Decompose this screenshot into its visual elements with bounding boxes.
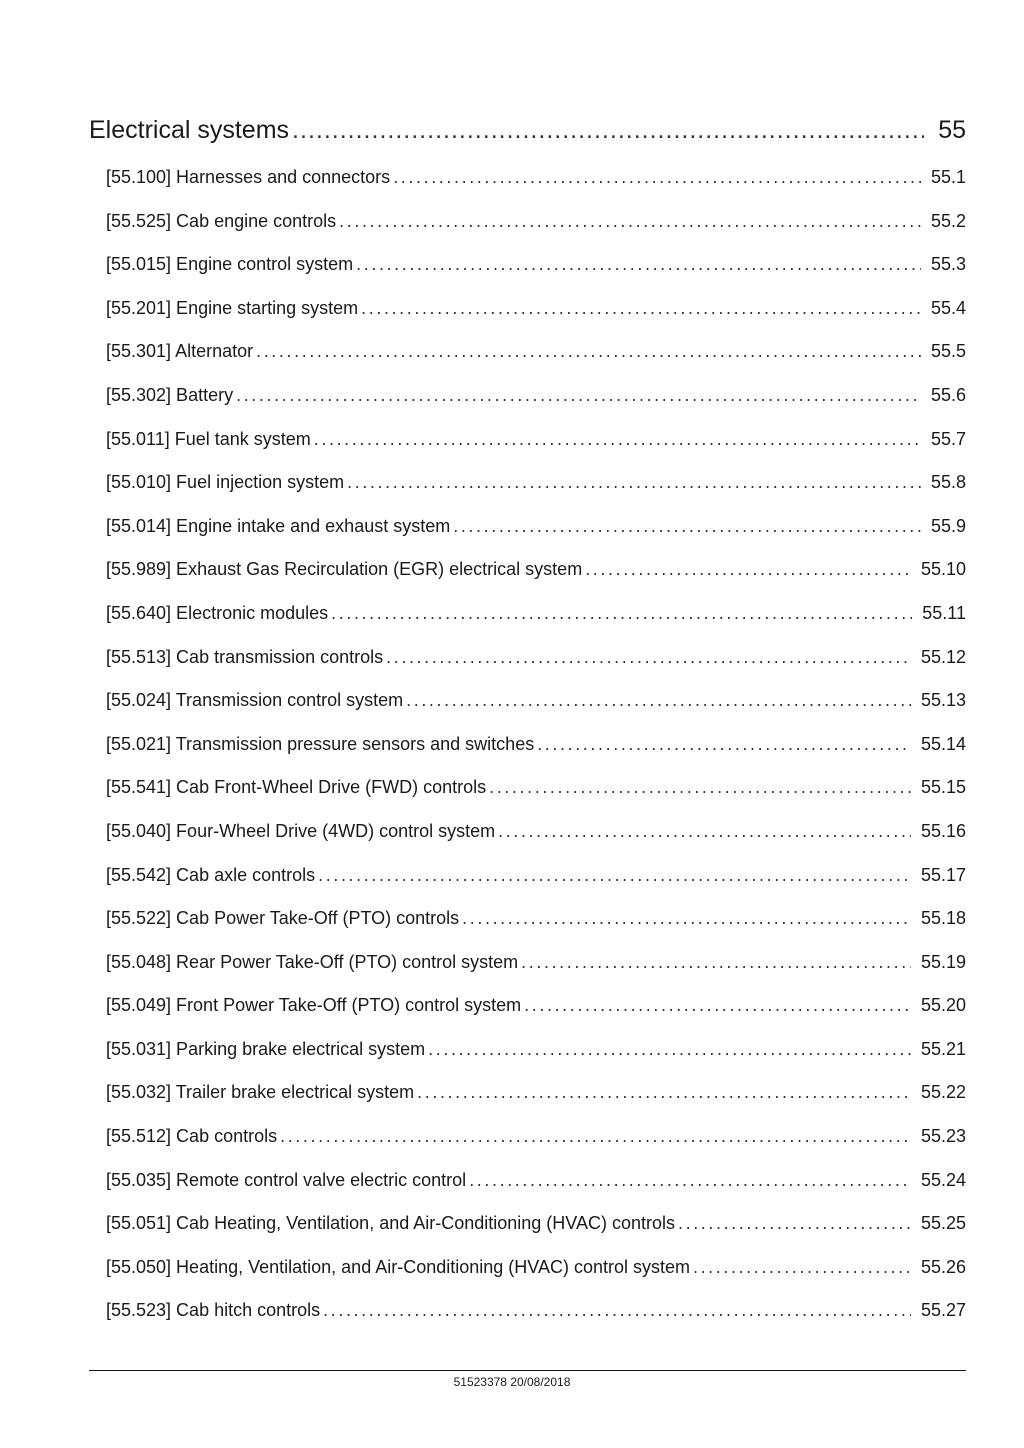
dot-leader xyxy=(233,374,921,418)
toc-entry-page: 55.14 xyxy=(920,733,966,754)
toc-entry-page: 55.4 xyxy=(930,297,966,318)
toc-entry-title: [55.011] Fuel tank system xyxy=(106,428,311,449)
dot-leader xyxy=(495,810,911,854)
toc-entry[interactable] xyxy=(106,1246,966,1290)
dot-leader xyxy=(320,1289,911,1333)
toc-entry-page: 55.7 xyxy=(930,428,966,449)
dot-leader xyxy=(534,723,911,767)
toc-entry-page: 55.24 xyxy=(920,1169,966,1190)
toc-entry-page: 55.13 xyxy=(920,690,966,711)
toc-entry[interactable] xyxy=(106,1289,966,1333)
toc-entry-title: [55.523] Cab hitch controls xyxy=(106,1300,321,1321)
toc-entry-page: 55.9 xyxy=(930,515,966,536)
toc-entry-page: 55.1 xyxy=(930,167,966,187)
toc-entry-page: 55.6 xyxy=(930,384,966,405)
toc-entry[interactable] xyxy=(106,156,966,200)
dot-leader xyxy=(466,1159,911,1203)
dot-leader xyxy=(690,1246,911,1290)
toc-entry-title: [55.032] Trailer brake electrical system xyxy=(106,1082,415,1103)
toc-entry[interactable] xyxy=(106,1028,966,1072)
toc-entry-title: [55.031] Parking brake electrical system xyxy=(106,1038,426,1059)
toc-entry[interactable] xyxy=(106,1159,966,1203)
dot-leader xyxy=(403,679,911,723)
footer-document-id: 51523378 20/08/2018 xyxy=(453,1375,571,1389)
section-heading[interactable] xyxy=(89,110,966,150)
toc-entry-title: [55.015] Engine control system xyxy=(106,254,354,275)
toc-entry-title: [55.100] Harnesses and connectors xyxy=(106,167,391,187)
dot-leader xyxy=(383,636,911,680)
dot-leader xyxy=(486,766,911,810)
toc-entry[interactable] xyxy=(106,1202,966,1246)
toc-entry[interactable] xyxy=(106,461,966,505)
toc-entry-page: 55.15 xyxy=(920,777,966,798)
toc-entry[interactable] xyxy=(106,243,966,287)
toc-entry-page: 55.21 xyxy=(920,1038,966,1059)
dot-leader xyxy=(358,287,921,331)
dot-leader xyxy=(675,1202,911,1246)
toc-entry-page: 55.27 xyxy=(920,1300,966,1321)
toc-entry-title: [55.049] Front Power Take-Off (PTO) control system xyxy=(106,995,522,1016)
toc-entry-page: 55.5 xyxy=(930,341,966,362)
toc-entry-page: 55.25 xyxy=(920,1213,966,1234)
toc-entry-page: 55.10 xyxy=(920,559,966,580)
toc-entry-page: 55.20 xyxy=(920,995,966,1016)
toc-entry-page: 55.26 xyxy=(920,1256,966,1277)
toc-entry-title: [55.021] Transmission pressure sensors and switches xyxy=(106,733,535,754)
dot-leader xyxy=(344,461,921,505)
toc-entry[interactable] xyxy=(106,766,966,810)
toc-entry-title: [55.014] Engine intake and exhaust system xyxy=(106,515,451,536)
toc-entry[interactable] xyxy=(106,854,966,898)
table-of-contents xyxy=(89,110,966,1333)
toc-entry[interactable] xyxy=(106,679,966,723)
toc-entry-page: 55.12 xyxy=(920,646,966,667)
toc-entry-title: [55.301] Alternator xyxy=(106,341,254,362)
toc-entry[interactable] xyxy=(106,984,966,1028)
toc-entry-page: 55.17 xyxy=(920,864,966,885)
dot-leader xyxy=(390,156,921,200)
toc-entry-page: 55.3 xyxy=(930,254,966,275)
toc-entry-page: 55.11 xyxy=(922,602,966,623)
toc-entry[interactable] xyxy=(106,200,966,244)
toc-entry-title: [55.048] Rear Power Take-Off (PTO) control system xyxy=(106,951,519,972)
toc-entry-page: 55.23 xyxy=(920,1126,966,1147)
dot-leader xyxy=(414,1071,911,1115)
toc-entry[interactable] xyxy=(106,1071,966,1115)
toc-entry-title: [55.640] Electronic modules xyxy=(106,602,329,623)
toc-entry-title: [55.542] Cab axle controls xyxy=(106,864,316,885)
toc-entry-page: 55.19 xyxy=(920,951,966,972)
toc-entry-title: [55.035] Remote control valve electric control xyxy=(106,1169,467,1190)
dot-leader xyxy=(277,1115,911,1159)
toc-entry-title: [55.522] Cab Power Take-Off (PTO) controls xyxy=(106,908,460,929)
toc-entry[interactable] xyxy=(106,505,966,549)
toc-entry-page: 55.2 xyxy=(930,210,966,231)
dot-leader xyxy=(582,548,911,592)
toc-entry-title: [55.201] Engine starting system xyxy=(106,297,359,318)
toc-entry-title: [55.541] Cab Front-Wheel Drive (FWD) controls xyxy=(106,777,487,798)
dot-leader xyxy=(353,243,921,287)
dot-leader xyxy=(328,592,912,636)
toc-entry-title: [55.050] Heating, Ventilation, and Air-Conditioning (HVAC) control system xyxy=(106,1256,690,1277)
toc-entry-page: 55.22 xyxy=(920,1082,966,1103)
dot-leader xyxy=(289,110,924,150)
toc-entry-title: [55.512] Cab controls xyxy=(106,1126,278,1147)
dot-leader xyxy=(459,897,911,941)
toc-entry[interactable] xyxy=(106,897,966,941)
toc-entry-page: 55.18 xyxy=(920,908,966,929)
toc-entry[interactable] xyxy=(106,418,966,462)
toc-entry-title: [55.051] Cab Heating, Ventilation, and Air-Conditioning (HVAC) controls xyxy=(106,1213,675,1234)
toc-entry-title: [55.040] Four-Wheel Drive (4WD) control system xyxy=(106,820,496,841)
toc-entry-title: [55.989] Exhaust Gas Recirculation (EGR) electrical system xyxy=(106,559,583,580)
toc-entry[interactable] xyxy=(106,548,966,592)
toc-entry[interactable] xyxy=(106,941,966,985)
toc-entries xyxy=(89,156,966,1333)
toc-entry[interactable] xyxy=(106,1115,966,1159)
toc-entry-page: 55.16 xyxy=(920,820,966,841)
section-title: Electrical systems xyxy=(89,116,290,144)
toc-entry[interactable] xyxy=(106,330,966,374)
footer-rule xyxy=(89,1370,966,1371)
dot-leader xyxy=(315,854,911,898)
toc-entry-title: [55.024] Transmission control system xyxy=(106,690,404,711)
toc-entry[interactable] xyxy=(106,810,966,854)
dot-leader xyxy=(450,505,921,549)
dot-leader xyxy=(518,941,911,985)
toc-entry-title: [55.010] Fuel injection system xyxy=(106,472,345,493)
toc-entry[interactable] xyxy=(106,723,966,767)
toc-entry[interactable] xyxy=(106,374,966,418)
toc-entry-title: [55.302] Battery xyxy=(106,384,234,405)
dot-leader xyxy=(425,1028,911,1072)
dot-leader xyxy=(521,984,911,1028)
section-number: 55 xyxy=(938,116,966,144)
toc-entry[interactable] xyxy=(106,287,966,331)
toc-entry[interactable] xyxy=(106,636,966,680)
dot-leader xyxy=(336,200,921,244)
dot-leader xyxy=(253,330,921,374)
toc-entry[interactable] xyxy=(106,592,966,636)
toc-entry-title: [55.525] Cab engine controls xyxy=(106,210,337,231)
dot-leader xyxy=(311,418,921,462)
toc-entry-page: 55.8 xyxy=(930,472,966,493)
toc-entry-title: [55.513] Cab transmission controls xyxy=(106,646,384,667)
